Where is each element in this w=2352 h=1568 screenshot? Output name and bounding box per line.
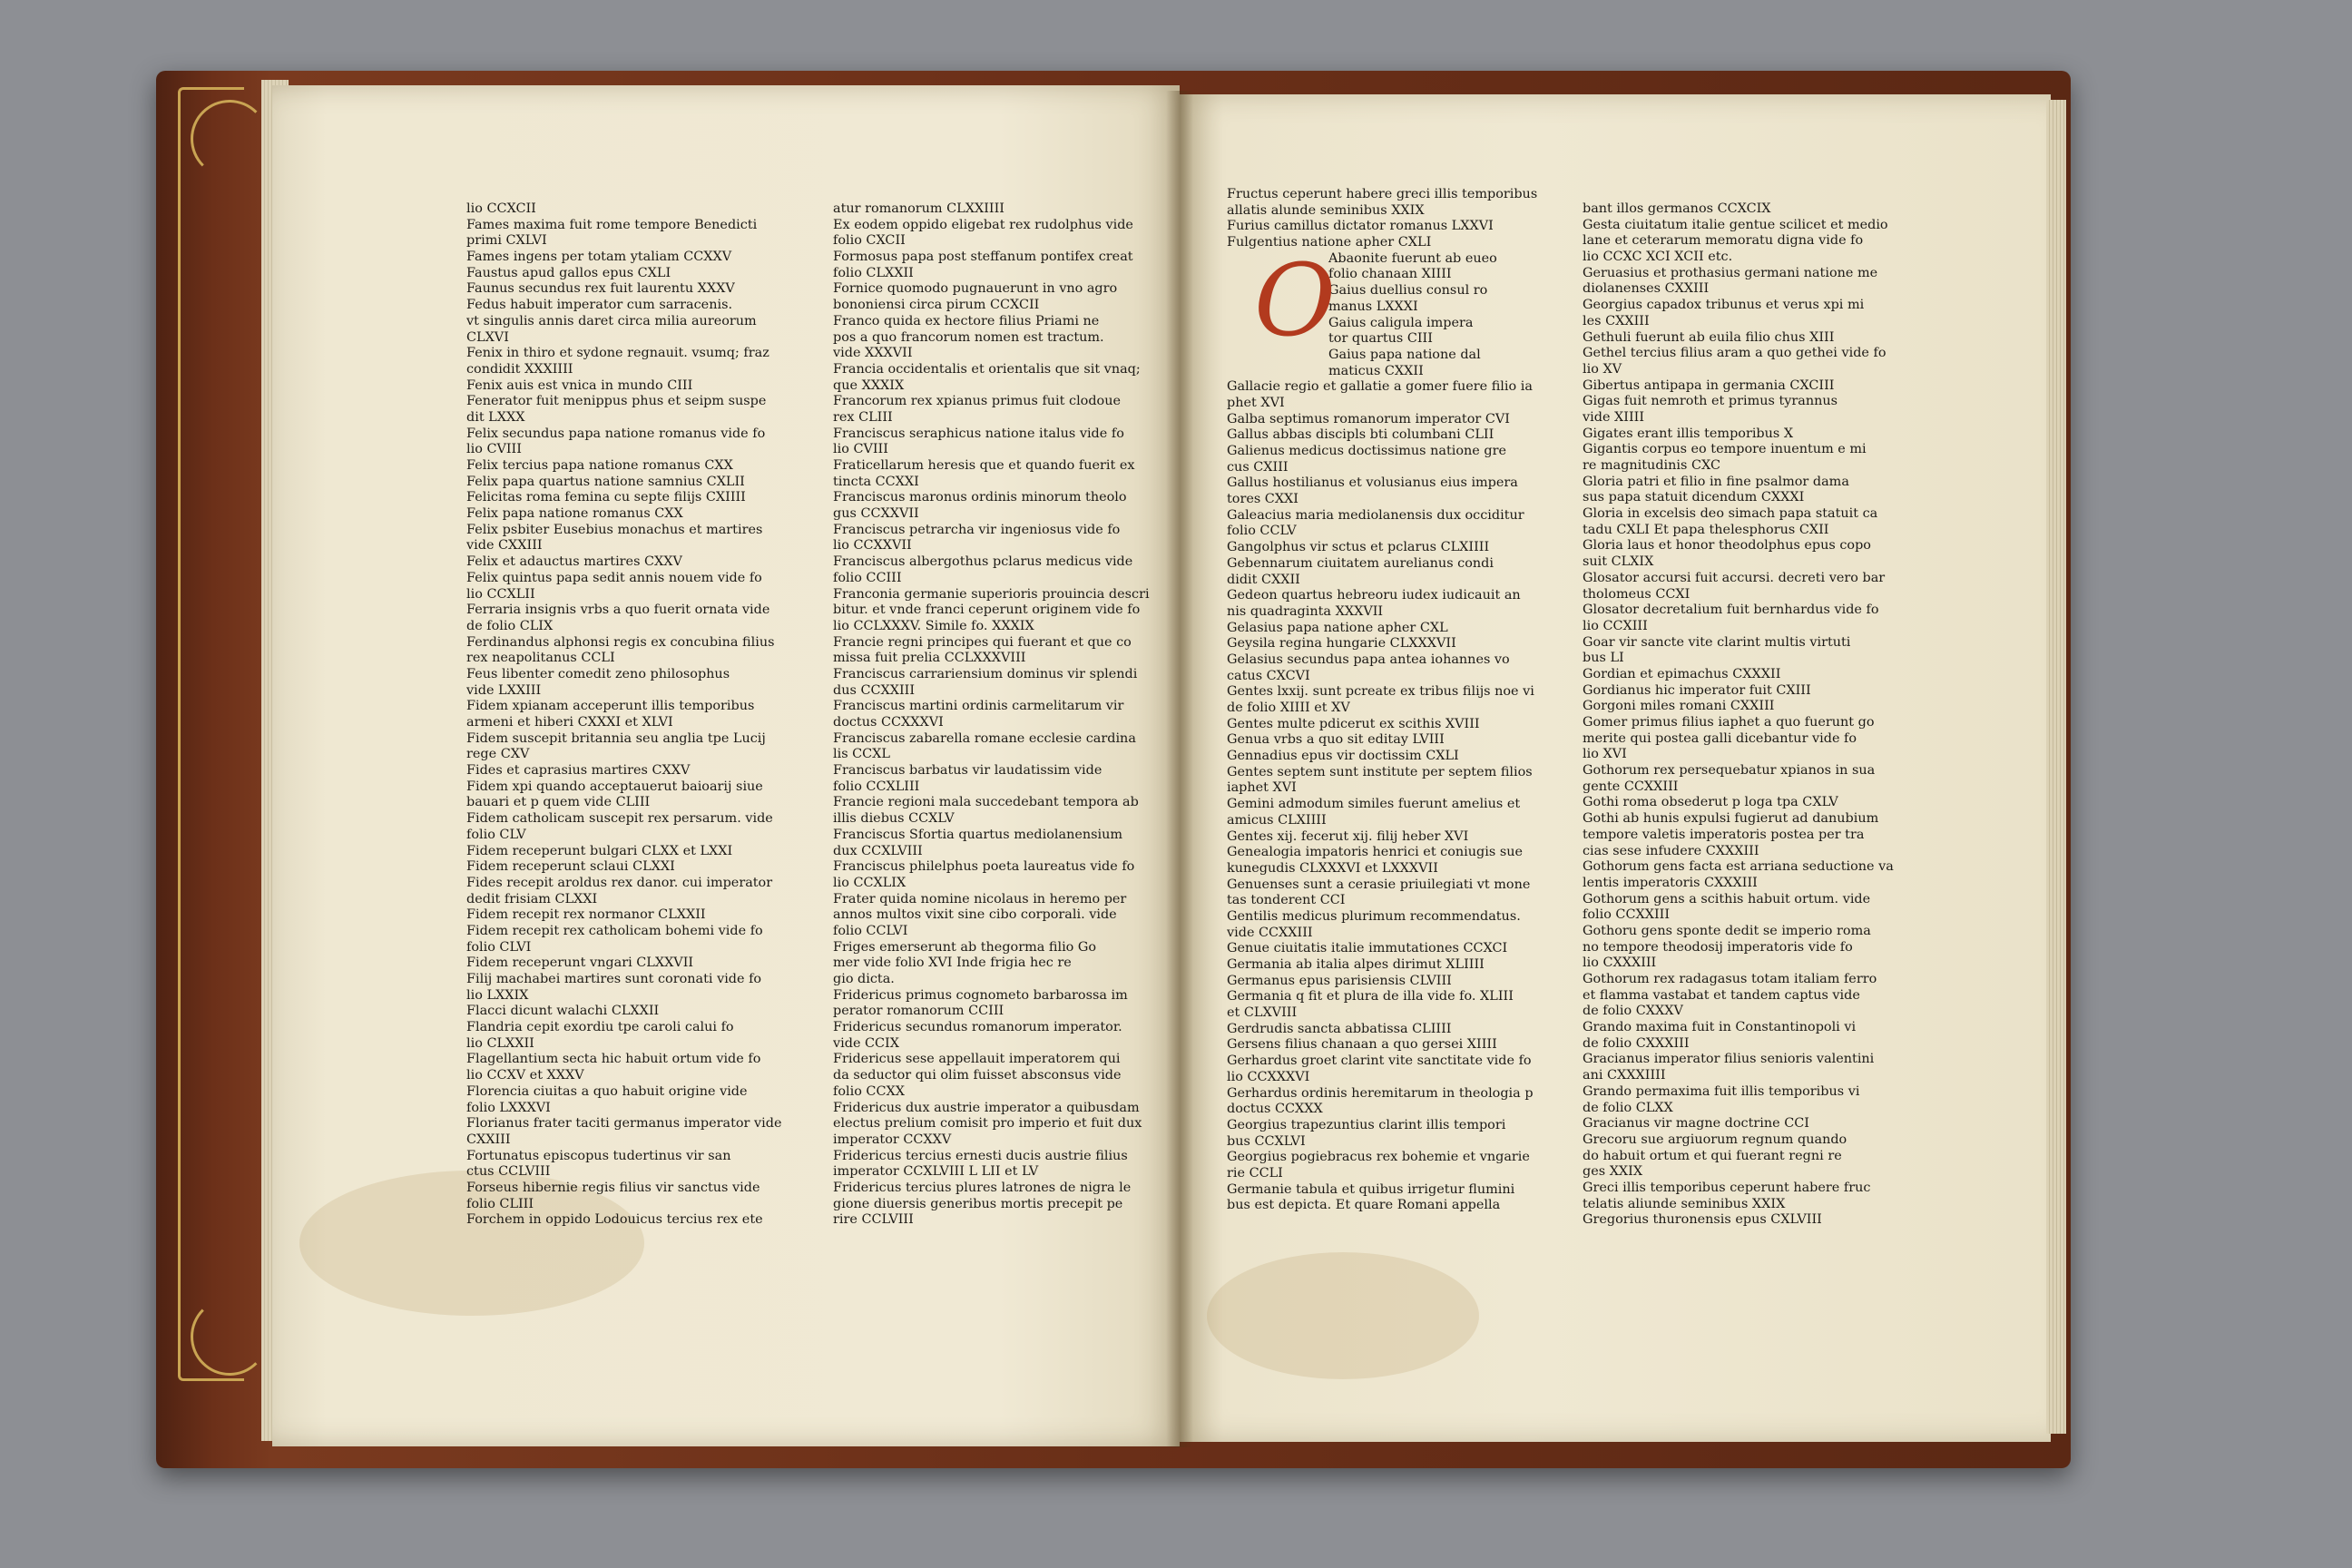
text-line: bant illos germanos CCXCIX [1583, 201, 1771, 216]
text-line: Gennadius epus vir doctissim CXLI [1227, 749, 1459, 764]
text-line: pos a quo francorum nomen est tractum. [833, 329, 1104, 345]
text-line: Faustus apud gallos epus CXLI [466, 265, 671, 280]
text-line: ges XXIX [1583, 1164, 1643, 1180]
text-line: Gaius papa natione dal [1328, 347, 1481, 362]
text-line: illis diebus CCXLV [833, 811, 955, 827]
text-line: Gaius caligula impera [1328, 315, 1474, 330]
text-line: Gentes xij. fecerut xij. filij heber XVI [1227, 828, 1469, 844]
text-line: Florianus frater taciti germanus imperator vide [466, 1116, 782, 1132]
text-line: Gibertus antipapa in germania CXCIII [1583, 377, 1835, 393]
text-line: gio dicta. [833, 972, 895, 986]
text-line: merite qui postea galli dicebantur vide fo [1583, 730, 1857, 746]
text-line: gus CCXXVII [833, 506, 919, 522]
text-line: Geysila regina hungarie CLXXXVII [1227, 636, 1456, 652]
text-line: Gloria in excelsis deo simach papa statuit ca [1583, 506, 1878, 522]
text-line: Flacci dicunt walachi CLXXII [466, 1004, 660, 1019]
text-line: rege CXV [466, 747, 530, 762]
text-line: Forchem in oppido Lodouicus tercius rex ete [466, 1212, 763, 1228]
text-line: folio chanaan XIIII [1328, 267, 1452, 282]
right-column-2 [1583, 201, 1900, 1229]
text-line: Georgius trapezuntius clarint illis tempori [1227, 1117, 1506, 1132]
text-line: Gentes lxxij. sunt pcreate ex tribus filijs noe vi [1227, 684, 1534, 700]
text-line: folio CLXXII [833, 265, 914, 280]
text-line: Feus libenter comedit zeno philosophus [466, 666, 730, 681]
left-column-2 [833, 201, 1151, 1229]
text-line: vide CXXIII [466, 538, 543, 554]
text-line: Felix quintus papa sedit annis nouem vide fo [466, 570, 762, 585]
text-line: dux CCXLVIII [833, 843, 923, 858]
text-line: de folio CXXXIII [1583, 1035, 1690, 1051]
text-line: Fidem xpianam acceperunt illis temporibus [466, 699, 755, 714]
text-line: Glosator accursi fuit accursi. decreti vero bar [1583, 570, 1886, 585]
text-line: Franconia germanie superioris prouincia descri [833, 586, 1150, 602]
text-line: Gallacie regio et gallatie a gomer fuere filio ia [1227, 379, 1533, 395]
text-line: folio CLV [466, 827, 526, 842]
text-line: lio CVIII [466, 442, 522, 457]
text-line: Franciscus martini ordinis carmelitarum vir [833, 699, 1124, 714]
text-line: Genealogia impatoris henrici et coniugis sue [1227, 845, 1523, 860]
text-line: Forseus hibernie regis filius vir sanctus vide [466, 1180, 760, 1195]
text-line: Florencia ciuitas a quo habuit origine vide [466, 1083, 748, 1099]
text-line: ctus CCLVIII [466, 1164, 551, 1180]
text-line: bus CCXLVI [1227, 1133, 1306, 1149]
text-line: Franco quida ex hectore filius Priami ne [833, 313, 1100, 328]
text-line: rire CCLVIII [833, 1212, 914, 1228]
text-line: Fidem xpi quando acceptauerut baioarij siue [466, 779, 763, 794]
text-line: Gerhardus groet clarint vite sanctitate vide fo [1227, 1054, 1532, 1069]
text-line: diolanenses CXXIII [1583, 281, 1710, 297]
text-line: folio CCXXIII [1583, 907, 1670, 923]
text-line: Germanus epus parisiensis CLVIII [1227, 973, 1452, 988]
text-line: Fidem receperunt sclaui CLXXI [466, 859, 675, 875]
text-line: Franciscus philelphus poeta laureatus vide fo [833, 859, 1135, 875]
text-line: lio CCXLIX [833, 875, 906, 890]
text-line: lentis imperatoris CXXXIII [1583, 875, 1758, 890]
text-line: Flagellantium secta hic habuit ortum vide fo [466, 1052, 761, 1067]
text-line: Gorgoni miles romani CXXIII [1583, 699, 1775, 714]
text-line: lio CCLXXXV. Simile fo. XXXIX [833, 618, 1034, 633]
text-line: Goar vir sancte vite clarint multis virtuti [1583, 634, 1851, 650]
text-line: Franciscus seraphicus natione italus vide fo [833, 426, 1124, 441]
text-line: Fridericus sese appellauit imperatorem qui [833, 1052, 1121, 1067]
text-line: lio CCXLII [466, 586, 535, 602]
text-line: Fortunatus episcopus tudertinus vir san [466, 1148, 731, 1163]
text-line: Fridericus dux austrie imperator a quibusdam [833, 1100, 1140, 1115]
text-line: Gothorum rex radagasus totam italiam ferro [1583, 972, 1877, 986]
gilt-border [178, 87, 244, 1381]
text-line: Fides et caprasius martires CXXV [466, 763, 691, 779]
text-line: Gloria laus et honor theodolphus epus copo [1583, 538, 1871, 554]
text-line: Fidem recepit rex normanor CLXXII [466, 907, 706, 923]
text-line: imperator CCXXV [833, 1132, 952, 1147]
text-line: Gracianus vir magne doctrine CCI [1583, 1116, 1809, 1132]
text-line: Friges emerserunt ab thegorma filio Go [833, 939, 1097, 955]
text-line: Galba septimus romanorum imperator CVI [1227, 411, 1510, 426]
text-line: iaphet XVI [1227, 780, 1297, 796]
text-line: Ferraria insignis vrbs a quo fuerit ornata vide [466, 603, 770, 618]
text-line: cias sese infudere CXXXIII [1583, 843, 1759, 858]
text-line: Germanie tabula et quibus irrigetur flumini [1227, 1181, 1515, 1197]
text-line: bus est depicta. Et quare Romani appella [1227, 1198, 1501, 1213]
text-line: allatis alunde seminibus XXIX [1227, 202, 1425, 218]
text-line: Gerdrudis sancta abbatissa CLIIII [1227, 1021, 1452, 1036]
book-gutter [1166, 91, 1193, 1447]
text-line: kunegudis CLXXXVI et LXXXVII [1227, 860, 1438, 876]
text-line: Grando maxima fuit in Constantinopoli vi [1583, 1020, 1857, 1035]
text-line: Gerhardus ordinis heremitarum in theologia p [1227, 1085, 1534, 1101]
text-line: Gothorum rex persequebatur xpianos in sua [1583, 763, 1876, 779]
text-line: de folio CLIX [466, 618, 554, 633]
text-line: lio CCXIII [1583, 618, 1648, 633]
text-line: Gedeon quartus hebreoru iudex iudicauit an [1227, 588, 1521, 603]
text-line: Gethel tercius filius aram a quo gethei vide fo [1583, 346, 1886, 361]
text-line: Franciscus Sfortia quartus mediolanensium [833, 827, 1123, 842]
text-line: CLXVI [466, 329, 509, 345]
text-line: Glosator decretalium fuit bernhardus vide fo [1583, 603, 1879, 618]
text-line: Fidem recepit rex catholicam bohemi vide fo [466, 923, 763, 938]
text-line: vide LXXIII [466, 682, 542, 698]
text-line: que XXXIX [833, 377, 905, 393]
text-line: Greci illis temporibus ceperunt habere fruc [1583, 1180, 1871, 1195]
text-line: Gothi ab hunis expulsi fugierut ad danubium [1583, 811, 1879, 827]
text-line: Germania q fit et plura de illa vide fo. XLIII [1227, 989, 1514, 1004]
text-line: Gigates erant illis temporibus X [1583, 426, 1794, 441]
text-line: Gangolphus vir sctus et pclarus CLXIIII [1227, 540, 1490, 555]
text-line: Gloria patri et filio in fine psalmor dama [1583, 474, 1849, 489]
text-line: dit LXXX [466, 409, 525, 425]
text-line: vide CCIX [833, 1035, 899, 1051]
text-line: Francia occidentalis et orientalis que sit vnaq; [833, 361, 1141, 377]
text-line: Fidem receperunt vngari CLXXVII [466, 956, 694, 971]
text-line: Fraticellarum heresis que et quando fuerit ex [833, 458, 1135, 473]
text-line: doctus CCXXX [1227, 1102, 1323, 1117]
text-line: Fidem suscepit britannia seu anglia tpe Lucij [466, 730, 766, 746]
text-line: Gebennarum ciuitatem aurelianus condi [1227, 555, 1494, 571]
text-line: doctus CCXXXVI [833, 715, 944, 730]
text-line: folio CCXX [833, 1083, 905, 1099]
text-line: sus papa statuit dicendum CXXXI [1583, 490, 1805, 505]
text-line: Gallus abbas discipls bti columbani CLII [1227, 427, 1494, 443]
text-line: lio CCXXVII [833, 538, 912, 554]
text-line: atur romanorum CLXXIIII [833, 201, 1004, 216]
text-line: dus CCXXIII [833, 682, 916, 698]
text-line: Franciscus carrariensium dominus vir splendi [833, 666, 1138, 681]
right-page-edges [2046, 100, 2066, 1434]
text-line: Filij machabei martires sunt coronati vide fo [466, 972, 762, 986]
text-line: lio XV [1583, 361, 1622, 377]
text-line: Felix psbiter Eusebius monachus et martires [466, 522, 763, 537]
text-line: Fenix in thiro et sydone regnauit. vsumq; fraz [466, 346, 769, 361]
text-line: rex neapolitanus CCLI [466, 651, 615, 666]
text-line: Franciscus maronus ordinis minorum theolo [833, 490, 1127, 505]
text-line: Gregorius thuronensis epus CXLVIII [1583, 1212, 1822, 1228]
text-line: lane et ceterarum memoratu digna vide fo [1583, 233, 1864, 249]
text-line: Gothorum gens facta est arriana seductione va [1583, 859, 1894, 875]
text-line: Abaonite fuerunt ab eueo [1328, 250, 1497, 266]
text-line: primi CXLVI [466, 233, 547, 249]
text-line: folio CCIII [833, 570, 902, 585]
text-line: cus CXIII [1227, 459, 1289, 475]
text-line: Gracianus imperator filius senioris valentini [1583, 1052, 1875, 1067]
text-line: vide XIIII [1583, 409, 1645, 425]
text-line: de folio CXXXV [1583, 1004, 1683, 1019]
text-line: et flamma vastabat et tandem captus vide [1583, 987, 1860, 1003]
text-line: les CXXIII [1583, 313, 1650, 328]
text-line: folio CLIII [466, 1196, 534, 1211]
text-line: bus LI [1583, 651, 1624, 666]
text-line: ani CXXXIIII [1583, 1068, 1666, 1083]
text-line: Gethuli fuerunt ab euila filio chus XIII [1583, 329, 1835, 345]
text-line: Felix papa natione romanus CXX [466, 506, 683, 522]
text-line: Flandria cepit exordiu tpe caroli calui fo [466, 1020, 734, 1035]
text-line: Gigas fuit nemroth et primus tyrannus [1583, 394, 1838, 409]
text-line: folio CCLV [1227, 524, 1297, 539]
text-line: Gallus hostilianus et volusianus eius impera [1227, 475, 1518, 491]
text-line: manus LXXXI [1328, 299, 1418, 314]
text-line: Genua vrbs a quo sit editay LVIII [1227, 732, 1445, 748]
text-line: Fornice quomodo pugnauerunt in vno agro [833, 281, 1118, 297]
text-line: mer vide folio XVI Inde frigia hec re [833, 956, 1072, 971]
text-line: folio CLVI [466, 939, 532, 955]
text-line: lio CVIII [833, 442, 888, 457]
text-line: vide XXXVII [833, 346, 913, 361]
text-line: catus CXCVI [1227, 668, 1310, 683]
text-line: Georgius capadox tribunus et verus xpi mi [1583, 298, 1865, 313]
text-line: Gothorum gens a scithis habuit ortum. vide [1583, 891, 1871, 906]
text-line: Fructus ceperunt habere greci illis temporibus [1227, 187, 1538, 201]
text-line: Gemini admodum similes fuerunt amelius et [1227, 797, 1521, 812]
text-line: lio CCXCII [466, 201, 536, 216]
text-line: vide CCXXIII [1227, 925, 1313, 940]
text-line: lio CXXXIII [1583, 956, 1657, 971]
text-line: et CLXVIII [1227, 1005, 1298, 1021]
text-line: Furius camillus dictator romanus LXXVI [1227, 219, 1494, 234]
text-line: Felicitas roma femina cu septe filijs CXIIII [466, 490, 746, 505]
text-line: Franciscus zabarella romane ecclesie cardina [833, 730, 1136, 746]
text-line: Gentilis medicus plurimum recommendatus. [1227, 908, 1521, 924]
text-line: tas tonderent CCI [1227, 893, 1346, 908]
text-line: folio CXCII [833, 233, 906, 249]
text-line: electus prelium comisit pro imperio et fuit dux [833, 1116, 1142, 1132]
text-line: condidit XXXIIII [466, 361, 573, 377]
text-line: Ferdinandus alphonsi regis ex concubina filius [466, 634, 775, 650]
text-line: Francie regioni mala succedebant tempora ab [833, 795, 1139, 810]
text-line: Franciscus petrarcha vir ingeniosus vide fo [833, 522, 1121, 537]
text-line: Felix papa quartus natione samnius CXLII [466, 474, 745, 489]
text-line: tholomeus CCXI [1583, 586, 1690, 602]
text-line: Gersens filius chanaan a quo gersei XIIII [1227, 1037, 1497, 1053]
page-stain [1207, 1252, 1479, 1379]
text-line: lio CCXC XCI XCII etc. [1583, 250, 1733, 265]
text-line: Gomer primus filius iaphet a quo fuerunt go [1583, 715, 1875, 730]
text-line: suit CLXIX [1583, 554, 1654, 570]
text-line: Felix et adauctus martires CXXV [466, 554, 682, 570]
text-line: gente CCXXIII [1583, 779, 1679, 794]
text-line: Franciscus albergothus pclarus medicus vide [833, 554, 1133, 570]
text-line: didit CXXII [1227, 572, 1300, 587]
text-line: da seductor qui olim fuisset absconsus vide [833, 1068, 1122, 1083]
text-line: Ex eodem oppido eligebat rex rudolphus vide [833, 217, 1133, 232]
text-line: Gentes multe pdicerut ex scithis XVIII [1227, 716, 1480, 731]
text-line: gione diuersis generibus mortis precepit pe [833, 1196, 1123, 1211]
text-line: Franciscus barbatus vir laudatissim vide [833, 763, 1102, 779]
text-line: Fides recepit aroldus rex danor. cui imperator [466, 875, 773, 890]
text-line: imperator CCXLVIII L LII et LV [833, 1164, 1039, 1180]
text-line: Francie regni principes qui fuerant et que co [833, 634, 1132, 650]
text-line: dedit frisiam CLXXI [466, 891, 598, 906]
text-line: do habuit ortum et qui fuerant regni re [1583, 1148, 1842, 1163]
text-line: lio LXXIX [466, 987, 529, 1003]
text-line: Gaius duellius consul ro [1328, 283, 1488, 299]
text-line: no tempore theodosij imperatoris vide fo [1583, 939, 1853, 955]
text-line: tempore valetis imperatoris postea per tra [1583, 827, 1865, 842]
text-line: de folio CLXX [1583, 1100, 1673, 1115]
text-line: Fenerator fuit menippus phus et seipm suspe [466, 394, 767, 409]
text-line: Fenix auis est vnica in mundo CIII [466, 377, 693, 393]
text-line: Fulgentius natione apher CXLI [1227, 235, 1432, 250]
text-line: Gothoru gens sponte dedit se imperio roma [1583, 923, 1871, 938]
left-column-1 [466, 201, 784, 1229]
text-line: tincta CCXXI [833, 474, 919, 489]
text-line: Felix secundus papa natione romanus vide fo [466, 426, 766, 441]
text-line: Fridericus tercius plures latrones de nigra le [833, 1180, 1132, 1195]
text-line: Fridericus secundus romanorum imperator. [833, 1020, 1122, 1035]
text-line: Gesta ciuitatum italie gentue scilicet et medio [1583, 217, 1888, 232]
text-line: amicus CLXIIII [1227, 812, 1327, 828]
text-line: lio XVI [1583, 747, 1627, 762]
text-line: Gigantis corpus eo tempore inuentum e mi [1583, 442, 1867, 457]
text-line: rex CLIII [833, 409, 893, 425]
text-line: Germania ab italia alpes dirimut XLIIII [1227, 957, 1485, 972]
text-line: armeni et hiberi CXXXI et XLVI [466, 715, 673, 730]
text-line: Fedus habuit imperator cum sarracenis. [466, 298, 733, 313]
text-line: Fames maxima fuit rome tempore Benedicti [466, 217, 758, 232]
text-line: Francorum rex xpianus primus fuit clodoue [833, 394, 1122, 409]
gilt-ornament-bottom [191, 1298, 269, 1376]
text-line: phet XVI [1227, 395, 1285, 410]
text-line: bononiensi circa pirum CCXCII [833, 298, 1040, 313]
text-line: Fridericus primus cognometo barbarossa im [833, 987, 1128, 1003]
text-line: bitur. et vnde franci ceperunt originem vide fo [833, 603, 1141, 618]
text-line: Formosus papa post steffanum pontifex creat [833, 250, 1133, 265]
text-line: Felix tercius papa natione romanus CXX [466, 458, 733, 473]
text-line: Geruasius et prothasius germani natione me [1583, 265, 1878, 280]
text-line: lio CCXXXVI [1227, 1069, 1310, 1084]
text-line: CXXIII [466, 1132, 511, 1147]
text-line: de folio XIIII et XV [1227, 701, 1350, 715]
text-line: Fidem catholicam suscepit rex persarum. vide [466, 811, 773, 827]
text-line: perator romanorum CCIII [833, 1004, 1004, 1019]
text-line: Gelasius papa natione apher CXL [1227, 620, 1448, 635]
text-line: Galeacius maria mediolanensis dux occiditur [1227, 507, 1524, 523]
text-line: Georgius pogiebracus rex bohemie et vngarie [1227, 1150, 1530, 1165]
text-line: maticus CXXII [1328, 363, 1424, 378]
text-line: Gordian et epimachus CXXXII [1583, 666, 1781, 681]
text-line: Fridericus tercius ernesti ducis austrie filius [833, 1148, 1128, 1163]
text-line: Fidem receperunt bulgari CLXX et LXXI [466, 843, 733, 858]
text-line: Gelasius secundus papa antea iohannes vo [1227, 652, 1510, 667]
text-line: Gothi roma obsederut p loga tpa CXLV [1583, 795, 1838, 810]
text-line: Gordianus hic imperator fuit CXIII [1583, 682, 1811, 698]
text-line: Grecoru sue argiuorum regnum quando [1583, 1132, 1847, 1147]
red-initial-letter: O [1254, 242, 1337, 358]
text-line: re magnitudinis CXC [1583, 458, 1720, 473]
text-line: lis CCXL [833, 747, 890, 762]
text-line: Galienus medicus doctissimus natione gre [1227, 444, 1506, 458]
text-line: Grando permaxima fuit illis temporibus vi [1583, 1083, 1860, 1099]
text-line: Gentes septem sunt institute per septem filios [1227, 764, 1533, 779]
text-line: Genue ciuitatis italie immutationes CCXCI [1227, 941, 1508, 956]
text-line: folio CCXLIII [833, 779, 920, 794]
text-line: missa fuit prelia CCLXXXVIII [833, 651, 1026, 666]
text-line: folio CCLVI [833, 923, 908, 938]
text-line: tadu CXLI Et papa thelesphorus CXII [1583, 522, 1829, 537]
text-line: Frater quida nomine nicolaus in heremo per [833, 891, 1127, 906]
text-line: vt singulis annis daret circa milia aureorum [466, 313, 757, 328]
text-line: Faunus secundus rex fuit laurentu XXXV [466, 281, 735, 297]
text-line: bauari et p quem vide CLIII [466, 795, 651, 810]
text-line: rie CCLI [1227, 1165, 1283, 1181]
text-line: lio CCXV et XXXV [466, 1068, 584, 1083]
text-line: annos multos vixit sine cibo corporali. vide [833, 907, 1117, 923]
text-line: tor quartus CIII [1328, 331, 1433, 347]
text-line: telatis aliunde seminibus XXIX [1583, 1196, 1786, 1211]
text-line: folio LXXXVI [466, 1100, 551, 1115]
text-line: lio CLXXII [466, 1035, 534, 1051]
text-line: Fames ingens per totam ytaliam CCXXV [466, 250, 732, 265]
gilt-ornament-top [191, 100, 269, 178]
text-line: Genuenses sunt a cerasie priuilegiati vt mone [1227, 877, 1531, 892]
text-line: tores CXXI [1227, 492, 1298, 507]
text-line: nis quadraginta XXXVII [1227, 603, 1384, 619]
